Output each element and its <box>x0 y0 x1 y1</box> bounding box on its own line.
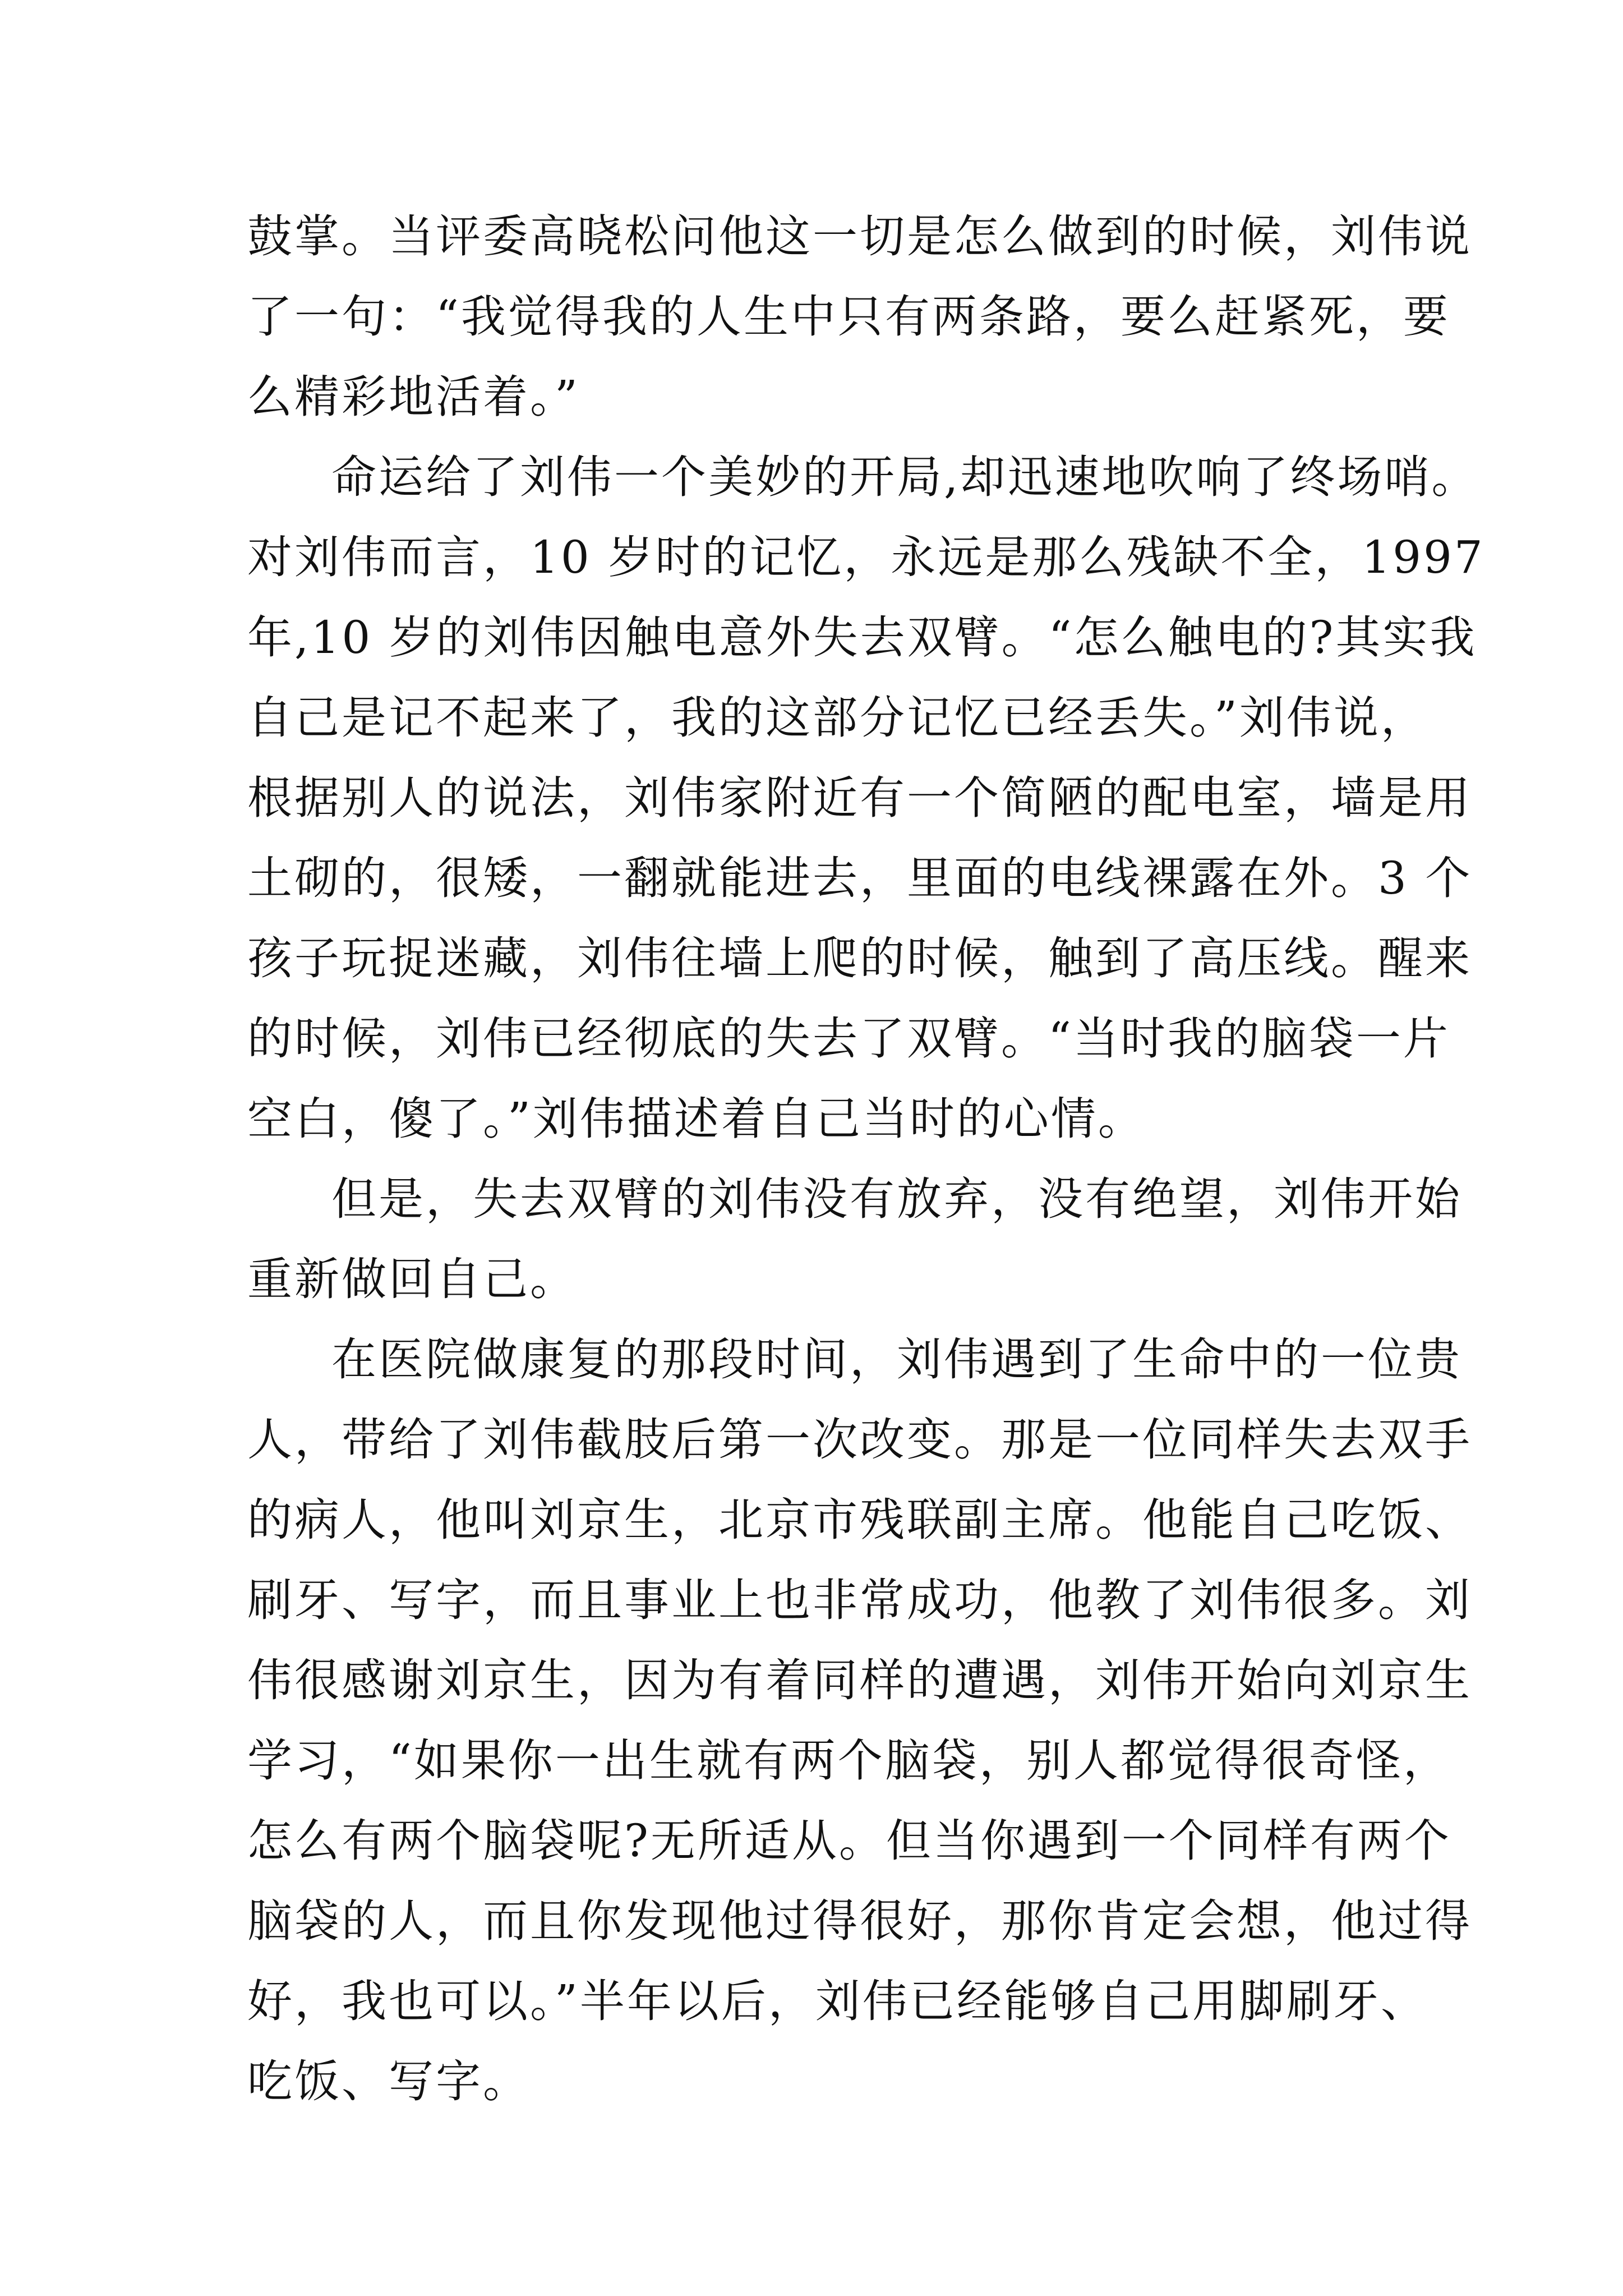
text-line: 刷牙、写字，而且事业上也非常成功，他教了刘伟很多。刘 <box>247 1574 1472 1626</box>
text-line: 重新做回自己。 <box>247 1253 577 1305</box>
text-line: 根据别人的说法，刘伟家附近有一个简陋的配电室，墙是用 <box>247 772 1472 824</box>
text-line: 鼓掌。当评委高晓松问他这一切是怎么做到的时候，刘伟说 <box>247 210 1472 263</box>
text-line: 自己是记不起来了，我的这部分记忆已经丢失。”刘伟说， <box>247 692 1428 744</box>
paragraph-start-line: 在医院做康复的那段时间，刘伟遇到了生命中的一位贵 <box>331 1333 1462 1386</box>
text-line: 人，带给了刘伟截肢后第一次改变。那是一位同样失去双手 <box>247 1414 1472 1466</box>
text-line: 怎么有两个脑袋呢?无所适从。但当你遇到一个同样有两个 <box>247 1815 1451 1867</box>
text-line: 空白，傻了。”刘伟描述着自己当时的心情。 <box>247 1093 1145 1145</box>
text-line: 对刘伟而言，10 岁时的记忆，永远是那么残缺不全，1997 <box>247 531 1485 583</box>
text-line: 脑袋的人，而且你发现他过得很好，那你肯定会想，他过得 <box>247 1895 1472 1947</box>
text-line: 了一句：“我觉得我的人生中只有两条路，要么赶紧死，要 <box>247 291 1450 343</box>
text-line: 好，我也可以。”半年以后，刘伟已经能够自己用脚刷牙、 <box>247 1975 1428 2027</box>
paragraph-start-line: 命运给了刘伟一个美妙的开局,却迅速地吹响了终场哨。 <box>331 451 1479 503</box>
text-line: 学习，“如果你一出生就有两个脑袋，别人都觉得很奇怪， <box>247 1734 1450 1787</box>
text-line: 年,10 岁的刘伟因触电意外失去双臂。“怎么触电的?其实我 <box>247 611 1477 664</box>
text-line: 吃饭、写字。 <box>247 2055 530 2108</box>
text-line: 的时候，刘伟已经彻底的失去了双臂。“当时我的脑袋一片 <box>247 1013 1450 1065</box>
body-text <box>247 196 1485 2122</box>
paragraph-start-line: 但是，失去双臂的刘伟没有放弃，没有绝望，刘伟开始 <box>331 1173 1462 1225</box>
text-line: 孩子玩捉迷藏，刘伟往墙上爬的时候，触到了高压线。醒来 <box>247 932 1472 984</box>
text-line: 伟很感谢刘京生，因为有着同样的遭遇，刘伟开始向刘京生 <box>247 1654 1472 1706</box>
text-line: 土砌的，很矮，一翻就能进去，里面的电线裸露在外。3 个 <box>247 852 1473 904</box>
text-line: 的病人，他叫刘京生，北京市残联副主席。他能自己吃饭、 <box>247 1494 1472 1546</box>
text-line: 么精彩地活着。” <box>247 371 580 423</box>
